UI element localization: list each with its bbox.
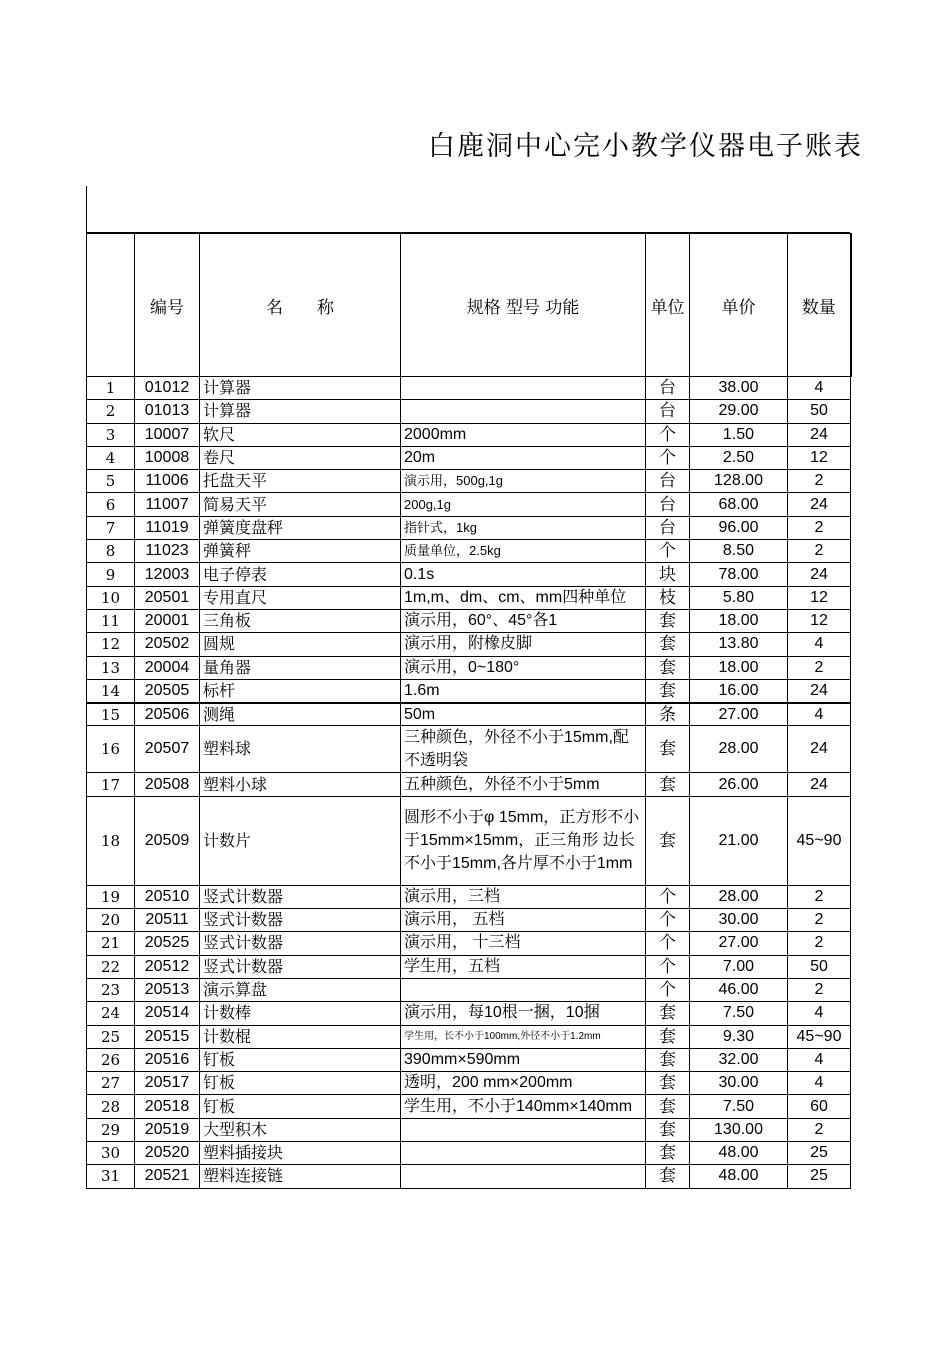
cell-code: 20512: [135, 955, 200, 978]
cell-seq: 20: [87, 909, 135, 932]
table-row: [87, 446, 851, 469]
cell-spec: 演示用，每10根一捆，10捆: [401, 1002, 646, 1025]
table-row: [87, 400, 851, 423]
table-row: [87, 909, 851, 932]
cell-code: 20516: [135, 1048, 200, 1071]
cell-seq: 24: [87, 1002, 135, 1025]
cell-seq: 14: [87, 679, 135, 702]
cell-code: 20511: [135, 909, 200, 932]
cell-price: 2.50: [690, 446, 788, 469]
cell-spec: 五种颜色，外径不小于5mm: [401, 773, 646, 796]
cell-qty: 24: [788, 773, 851, 796]
cell-spec: 演示用，附橡皮脚: [401, 633, 646, 656]
cell-qty: 12: [788, 586, 851, 609]
cell-unit: 个: [646, 955, 690, 978]
cell-qty: 4: [788, 633, 851, 656]
cell-spec: [401, 1165, 646, 1188]
col-header-spec: 规格 型号 功能: [401, 234, 646, 377]
cell-qty: 50: [788, 955, 851, 978]
cell-seq: 9: [87, 563, 135, 586]
cell-unit: 个: [646, 932, 690, 955]
cell-code: 01013: [135, 400, 200, 423]
cell-price: 96.00: [690, 516, 788, 539]
cell-qty: 4: [788, 1072, 851, 1095]
cell-name: 塑料小球: [200, 773, 401, 796]
cell-spec: [401, 978, 646, 1001]
cell-price: 28.00: [690, 726, 788, 773]
table-row: [87, 377, 851, 400]
cell-name: 计数棍: [200, 1025, 401, 1048]
cell-seq: 19: [87, 885, 135, 908]
cell-unit: 套: [646, 1025, 690, 1048]
cell-qty: 25: [788, 1142, 851, 1165]
cell-name: 计算器: [200, 400, 401, 423]
cell-name: 托盘天平: [200, 470, 401, 493]
cell-spec: 2000mm: [401, 423, 646, 446]
cell-spec: 0.1s: [401, 563, 646, 586]
cell-seq: 6: [87, 493, 135, 516]
cell-unit: 套: [646, 1142, 690, 1165]
cell-qty: 2: [788, 516, 851, 539]
cell-spec: [401, 377, 646, 400]
cell-spec: [401, 1142, 646, 1165]
cell-price: 30.00: [690, 1072, 788, 1095]
table-row: [87, 516, 851, 539]
col-header-price: 单价: [690, 234, 788, 377]
cell-name: 测绳: [200, 703, 401, 726]
cell-unit: 台: [646, 400, 690, 423]
cell-unit: 套: [646, 773, 690, 796]
cell-spec: 1.6m: [401, 679, 646, 702]
cell-name: 计数片: [200, 796, 401, 885]
cell-price: 27.00: [690, 703, 788, 726]
cell-qty: 2: [788, 540, 851, 563]
cell-code: 11006: [135, 470, 200, 493]
cell-unit: 套: [646, 609, 690, 632]
page-title: 白鹿洞中心完小教学仪器电子账表: [428, 131, 863, 162]
cell-name: 弹簧秤: [200, 540, 401, 563]
table-row: [87, 1002, 851, 1025]
cell-price: 13.80: [690, 633, 788, 656]
cell-seq: 26: [87, 1048, 135, 1071]
cell-unit: 条: [646, 703, 690, 726]
cell-qty: 24: [788, 563, 851, 586]
cell-qty: 2: [788, 1118, 851, 1141]
cell-price: 128.00: [690, 470, 788, 493]
cell-seq: 25: [87, 1025, 135, 1048]
cell-code: 20506: [135, 703, 200, 726]
cell-name: 电子停表: [200, 563, 401, 586]
cell-name: 卷尺: [200, 446, 401, 469]
table-row: [87, 885, 851, 908]
cell-unit: 套: [646, 796, 690, 885]
cell-code: 20513: [135, 978, 200, 1001]
cell-name: 塑料球: [200, 726, 401, 773]
cell-unit: 台: [646, 516, 690, 539]
table-row: [87, 773, 851, 796]
cell-seq: 30: [87, 1142, 135, 1165]
cell-name: 钉板: [200, 1072, 401, 1095]
cell-code: 20517: [135, 1072, 200, 1095]
table-row: [87, 955, 851, 978]
cell-seq: 23: [87, 978, 135, 1001]
table-row: [87, 633, 851, 656]
cell-unit: 套: [646, 656, 690, 679]
table-body: [87, 377, 851, 1189]
cell-unit: 个: [646, 909, 690, 932]
cell-seq: 28: [87, 1095, 135, 1118]
cell-seq: 27: [87, 1072, 135, 1095]
table-row: [87, 1072, 851, 1095]
cell-qty: 2: [788, 656, 851, 679]
column-header-row: [87, 234, 851, 377]
cell-price: 32.00: [690, 1048, 788, 1071]
inventory-table: [86, 233, 852, 1189]
col-header-name: 名 称: [200, 234, 401, 377]
cell-unit: 台: [646, 470, 690, 493]
cell-code: 20508: [135, 773, 200, 796]
cell-seq: 4: [87, 446, 135, 469]
table-row: [87, 703, 851, 726]
cell-qty: 4: [788, 1002, 851, 1025]
cell-spec: 20m: [401, 446, 646, 469]
cell-spec: 390mm×590mm: [401, 1048, 646, 1071]
cell-qty: 25: [788, 1165, 851, 1188]
cell-seq: 13: [87, 656, 135, 679]
cell-unit: 套: [646, 1095, 690, 1118]
col-header-qty: 数量: [788, 234, 851, 377]
cell-code: 20507: [135, 726, 200, 773]
cell-code: 12003: [135, 563, 200, 586]
cell-qty: 50: [788, 400, 851, 423]
cell-spec: 演示用， 五档: [401, 909, 646, 932]
table-row: [87, 470, 851, 493]
cell-qty: 12: [788, 446, 851, 469]
cell-seq: 17: [87, 773, 135, 796]
cell-price: 9.30: [690, 1025, 788, 1048]
table-row: [87, 609, 851, 632]
cell-qty: 45~90: [788, 796, 851, 885]
cell-seq: 29: [87, 1118, 135, 1141]
cell-name: 钉板: [200, 1095, 401, 1118]
cell-price: 18.00: [690, 656, 788, 679]
cell-name: 塑料连接链: [200, 1165, 401, 1188]
cell-name: 演示算盘: [200, 978, 401, 1001]
cell-qty: 12: [788, 609, 851, 632]
cell-spec: 透明，200 mm×200mm: [401, 1072, 646, 1095]
cell-name: 塑料插接块: [200, 1142, 401, 1165]
cell-name: 弹簧度盘秤: [200, 516, 401, 539]
cell-qty: 2: [788, 978, 851, 1001]
cell-qty: 24: [788, 423, 851, 446]
cell-name: 圆规: [200, 633, 401, 656]
cell-seq: 11: [87, 609, 135, 632]
cell-code: 11019: [135, 516, 200, 539]
cell-seq: 3: [87, 423, 135, 446]
cell-seq: 8: [87, 540, 135, 563]
cell-name: 专用直尺: [200, 586, 401, 609]
table-row: [87, 796, 851, 885]
cell-seq: 31: [87, 1165, 135, 1188]
cell-seq: 7: [87, 516, 135, 539]
cell-spec: 学生用，五档: [401, 955, 646, 978]
cell-seq: 2: [87, 400, 135, 423]
cell-name: 大型积木: [200, 1118, 401, 1141]
col-header-seq: [87, 234, 135, 377]
cell-code: 10007: [135, 423, 200, 446]
cell-price: 5.80: [690, 586, 788, 609]
cell-price: 48.00: [690, 1142, 788, 1165]
cell-code: 20514: [135, 1002, 200, 1025]
cell-unit: 个: [646, 978, 690, 1001]
cell-name: 竖式计数器: [200, 955, 401, 978]
table-row: [87, 978, 851, 1001]
cell-unit: 个: [646, 885, 690, 908]
cell-price: 130.00: [690, 1118, 788, 1141]
table-row: [87, 1165, 851, 1188]
cell-qty: 4: [788, 1048, 851, 1071]
cell-unit: 套: [646, 633, 690, 656]
table-row: [87, 1048, 851, 1071]
cell-name: 计数棒: [200, 1002, 401, 1025]
cell-seq: 12: [87, 633, 135, 656]
table-row: [87, 563, 851, 586]
cell-seq: 1: [87, 377, 135, 400]
cell-unit: 套: [646, 726, 690, 773]
cell-spec: 演示用，0~180°: [401, 656, 646, 679]
cell-code: 20001: [135, 609, 200, 632]
table-row: [87, 656, 851, 679]
cell-code: 20510: [135, 885, 200, 908]
cell-spec: 演示用， 十三档: [401, 932, 646, 955]
table-row: [87, 1025, 851, 1048]
cell-spec: 学生用，长不小于100mm,外径不小于1.2mm: [401, 1025, 646, 1048]
cell-unit: 台: [646, 377, 690, 400]
cell-name: 软尺: [200, 423, 401, 446]
col-header-unit: 单位: [646, 234, 690, 377]
cell-spec: 演示用，三档: [401, 885, 646, 908]
cell-price: 48.00: [690, 1165, 788, 1188]
cell-unit: 枝: [646, 586, 690, 609]
cell-qty: 2: [788, 470, 851, 493]
cell-spec: [401, 1118, 646, 1141]
cell-unit: 套: [646, 1118, 690, 1141]
cell-code: 20521: [135, 1165, 200, 1188]
cell-seq: 16: [87, 726, 135, 773]
table-row: [87, 423, 851, 446]
cell-price: 68.00: [690, 493, 788, 516]
table-row: [87, 1142, 851, 1165]
table-row: [87, 1118, 851, 1141]
cell-spec: 演示用，500g,1g: [401, 470, 646, 493]
cell-code: 20004: [135, 656, 200, 679]
cell-spec: 指针式，1kg: [401, 516, 646, 539]
cell-name: 竖式计数器: [200, 909, 401, 932]
cell-price: 18.00: [690, 609, 788, 632]
cell-qty: 45~90: [788, 1025, 851, 1048]
cell-qty: 60: [788, 1095, 851, 1118]
cell-qty: 4: [788, 377, 851, 400]
cell-qty: 2: [788, 932, 851, 955]
cell-price: 78.00: [690, 563, 788, 586]
cell-unit: 个: [646, 446, 690, 469]
table-row: [87, 1095, 851, 1118]
table-row: [87, 493, 851, 516]
cell-price: 46.00: [690, 978, 788, 1001]
cell-name: 竖式计数器: [200, 885, 401, 908]
cell-code: 20519: [135, 1118, 200, 1141]
cell-seq: 22: [87, 955, 135, 978]
cell-code: 01012: [135, 377, 200, 400]
cell-code: 20502: [135, 633, 200, 656]
cell-price: 7.50: [690, 1002, 788, 1025]
cell-price: 38.00: [690, 377, 788, 400]
cell-price: 8.50: [690, 540, 788, 563]
table-row: [87, 540, 851, 563]
cell-spec: 圆形不小于φ 15mm，正方形不小于15mm×15mm，正三角形 边长不小于15mm,各片厚不小于1mm: [401, 796, 646, 885]
cell-price: 7.00: [690, 955, 788, 978]
cell-qty: 24: [788, 679, 851, 702]
cell-unit: 个: [646, 540, 690, 563]
cell-qty: 2: [788, 909, 851, 932]
col-header-code: 编号: [135, 234, 200, 377]
cell-price: 28.00: [690, 885, 788, 908]
cell-unit: 台: [646, 493, 690, 516]
cell-spec: 学生用，不小于140mm×140mm: [401, 1095, 646, 1118]
cell-qty: 4: [788, 703, 851, 726]
cell-price: 26.00: [690, 773, 788, 796]
cell-qty: 24: [788, 726, 851, 773]
cell-spec: 质量单位，2.5kg: [401, 540, 646, 563]
cell-code: 20525: [135, 932, 200, 955]
cell-spec: 三种颜色，外径不小于15mm,配不透明袋: [401, 726, 646, 773]
cell-unit: 块: [646, 563, 690, 586]
cell-price: 29.00: [690, 400, 788, 423]
cell-qty: 24: [788, 493, 851, 516]
cell-name: 标杆: [200, 679, 401, 702]
cell-code: 11007: [135, 493, 200, 516]
table-row: [87, 679, 851, 702]
cell-unit: 套: [646, 1002, 690, 1025]
cell-name: 简易天平: [200, 493, 401, 516]
cell-price: 21.00: [690, 796, 788, 885]
cell-code: 11023: [135, 540, 200, 563]
table-row: [87, 726, 851, 773]
cell-unit: 套: [646, 679, 690, 702]
cell-code: 20509: [135, 796, 200, 885]
cell-seq: 15: [87, 703, 135, 726]
cell-spec: 演示用，60°、45°各1: [401, 609, 646, 632]
cell-qty: 2: [788, 885, 851, 908]
cell-price: 16.00: [690, 679, 788, 702]
cell-unit: 个: [646, 423, 690, 446]
cell-name: 钉板: [200, 1048, 401, 1071]
cell-spec: [401, 400, 646, 423]
cell-seq: 5: [87, 470, 135, 493]
table-row: [87, 932, 851, 955]
cell-spec: 1m,m、dm、cm、mm四种单位: [401, 586, 646, 609]
cell-unit: 套: [646, 1165, 690, 1188]
cell-name: 竖式计数器: [200, 932, 401, 955]
cell-price: 1.50: [690, 423, 788, 446]
cell-name: 计算器: [200, 377, 401, 400]
cell-code: 20518: [135, 1095, 200, 1118]
cell-spec: 200g,1g: [401, 493, 646, 516]
cell-code: 20501: [135, 586, 200, 609]
cell-code: 20520: [135, 1142, 200, 1165]
cell-name: 三角板: [200, 609, 401, 632]
cell-spec: 50m: [401, 703, 646, 726]
cell-price: 7.50: [690, 1095, 788, 1118]
cell-unit: 套: [646, 1072, 690, 1095]
table-row: [87, 586, 851, 609]
cell-name: 量角器: [200, 656, 401, 679]
cell-code: 20515: [135, 1025, 200, 1048]
table-subheader-row: [86, 186, 850, 233]
cell-code: 10008: [135, 446, 200, 469]
cell-seq: 10: [87, 586, 135, 609]
cell-seq: 21: [87, 932, 135, 955]
cell-code: 20505: [135, 679, 200, 702]
cell-seq: 18: [87, 796, 135, 885]
cell-unit: 套: [646, 1048, 690, 1071]
cell-price: 27.00: [690, 932, 788, 955]
cell-price: 30.00: [690, 909, 788, 932]
